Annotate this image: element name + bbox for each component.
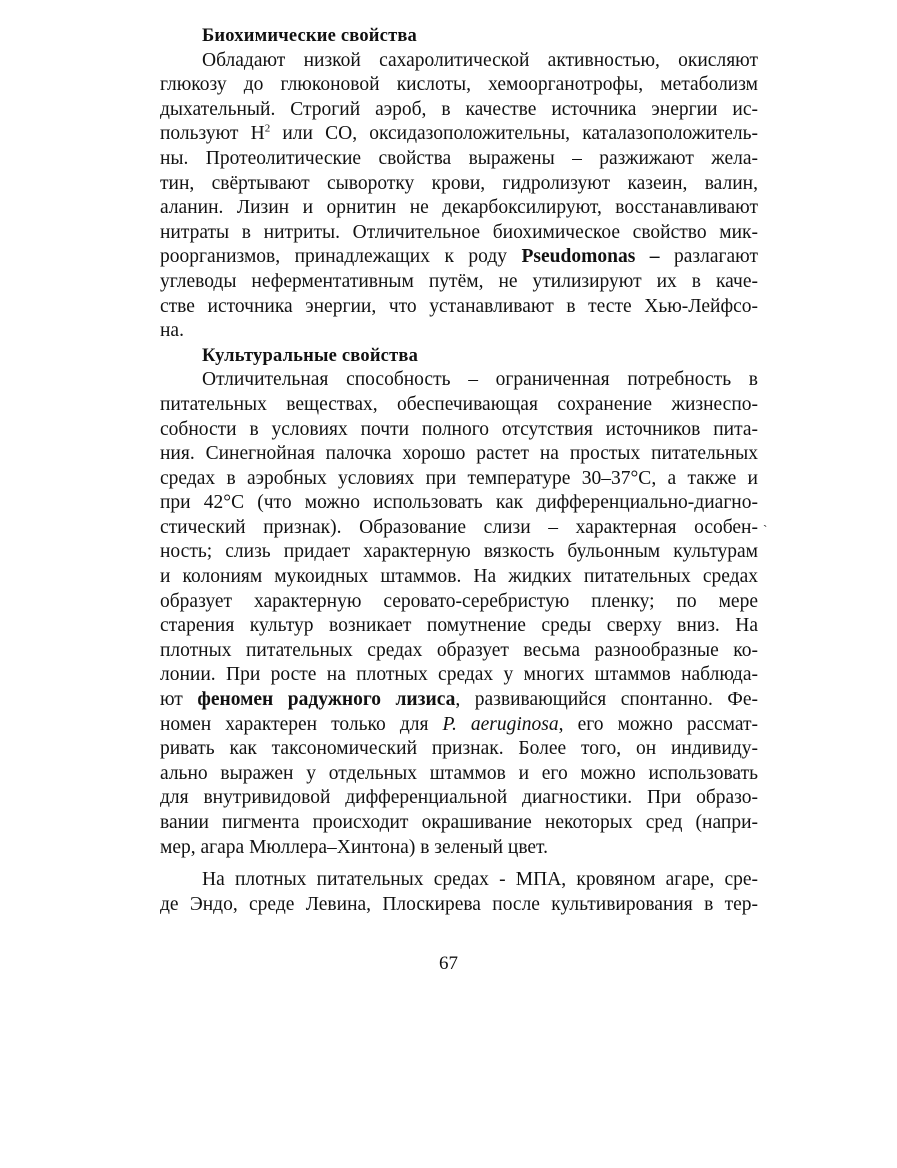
text-line: на.	[160, 320, 184, 342]
text-line: углеводы неферментативным путём, не утилизируют их в каче-	[160, 270, 758, 292]
text-line: плотных питательных средах образует весьма разнообразные ко-	[160, 639, 758, 661]
text-line	[160, 688, 758, 713]
text-line: мер, агара Мюллера–Хинтона) в зеленый цвет.	[160, 836, 548, 858]
text-line: лонии. При росте на плотных средах у многих штаммов наблюда-	[160, 664, 758, 686]
superscript: 2	[264, 122, 271, 135]
text-line: аланин. Лизин и орнитин не декарбоксилируют, восстанавливают	[160, 197, 758, 219]
text-line: старения культур возникает помутнение среды сверху вниз. На	[160, 615, 758, 637]
text-line: для внутривидовой дифференциальной диагностики. При образо-	[160, 787, 758, 809]
text-line: стический признак). Образование слизи – характерная особен-	[160, 516, 758, 538]
text-line	[160, 713, 758, 738]
text-line: стве источника энергии, что устанавливают в тесте Хью-Лейфсо-	[160, 295, 758, 317]
text-fragment: пользуют H	[160, 123, 265, 145]
section-heading-biochemical: Биохимические свойства	[202, 26, 418, 46]
species-name-italic: P. aeruginosa	[442, 713, 559, 735]
text-line: питательных веществах, обеспечивающая сохранение жизнеспо-	[160, 393, 758, 415]
text-line	[160, 245, 758, 270]
text-line: собности в условиях почти полного отсутствия источников пита-	[160, 418, 758, 440]
text-line: и колониям мукоидных штаммов. На жидких питательных средах	[160, 566, 758, 588]
text-line: де Эндо, среде Левина, Плоскирева после культивирования в тер-	[160, 893, 758, 915]
text-line: На плотных питательных средах - МПА, кровяном агаре, сре-	[202, 869, 758, 891]
text-line: ны. Протеолитические свойства выражены – разжижают жела-	[160, 147, 758, 169]
text-fragment: разлагают	[674, 246, 758, 268]
text-fragment: , его можно рассмат-	[558, 713, 758, 735]
text-line: образует характерную серовато-серебристую пленку; по мере	[160, 590, 758, 612]
section-heading-cultural: Культуральные свойства	[202, 345, 419, 366]
text-fragment: ют	[160, 689, 198, 711]
text-line: Отличительная способность – ограниченная потребность в	[202, 369, 758, 391]
text-fragment: номен характерен только для	[160, 713, 443, 735]
text-line: дыхательный. Строгий аэроб, в качестве источника энергии ис-	[160, 98, 758, 120]
page-text-block	[160, 24, 758, 917]
text-line: ально выражен у отдельных штаммов и его можно использовать	[160, 762, 758, 784]
text-line: Обладают низкой сахаролитической активностью, окисляют	[202, 49, 758, 71]
text-line: ность; слизь придает характерную вязкость бульонным культурам	[160, 541, 758, 563]
text-fragment: или CO, оксидазоположительны, каталазоположитель-	[270, 123, 758, 145]
term-bold: феномен радужного лизиса	[197, 689, 456, 711]
paragraph-gap	[160, 860, 758, 868]
text-line: ривать как таксономический признак. Более того, он индивиду-	[160, 738, 758, 760]
text-fragment: роорганизмов, принадлежащих к роду	[160, 246, 522, 268]
text-line: глюкозу до глюконовой кислоты, хемоорганотрофы, метаболизм	[160, 74, 758, 96]
text-line: вании пигмента происходит окрашивание некоторых сред (напри-	[160, 812, 758, 833]
page-number: 67	[439, 953, 458, 974]
text-line: тин, свёртывают сыворотку крови, гидролизуют казеин, валин,	[160, 172, 758, 194]
text-line: при 42°C (что можно использовать как дифференциально-диагно-	[160, 492, 758, 514]
text-fragment: , развивающийся спонтанно. Фе-	[455, 689, 758, 711]
text-line: средах в аэробных условиях при температуре 30–37°C, а также и	[160, 467, 758, 489]
text-line: нитраты в нитриты. Отличительное биохимическое свойство мик-	[160, 221, 758, 243]
text-line: ния. Синегнойная палочка хорошо растет на простых питательных	[160, 443, 758, 465]
genus-name-bold: Pseudomonas –	[521, 246, 675, 268]
margin-mark: ˋ	[763, 522, 768, 537]
text-line	[160, 122, 758, 147]
